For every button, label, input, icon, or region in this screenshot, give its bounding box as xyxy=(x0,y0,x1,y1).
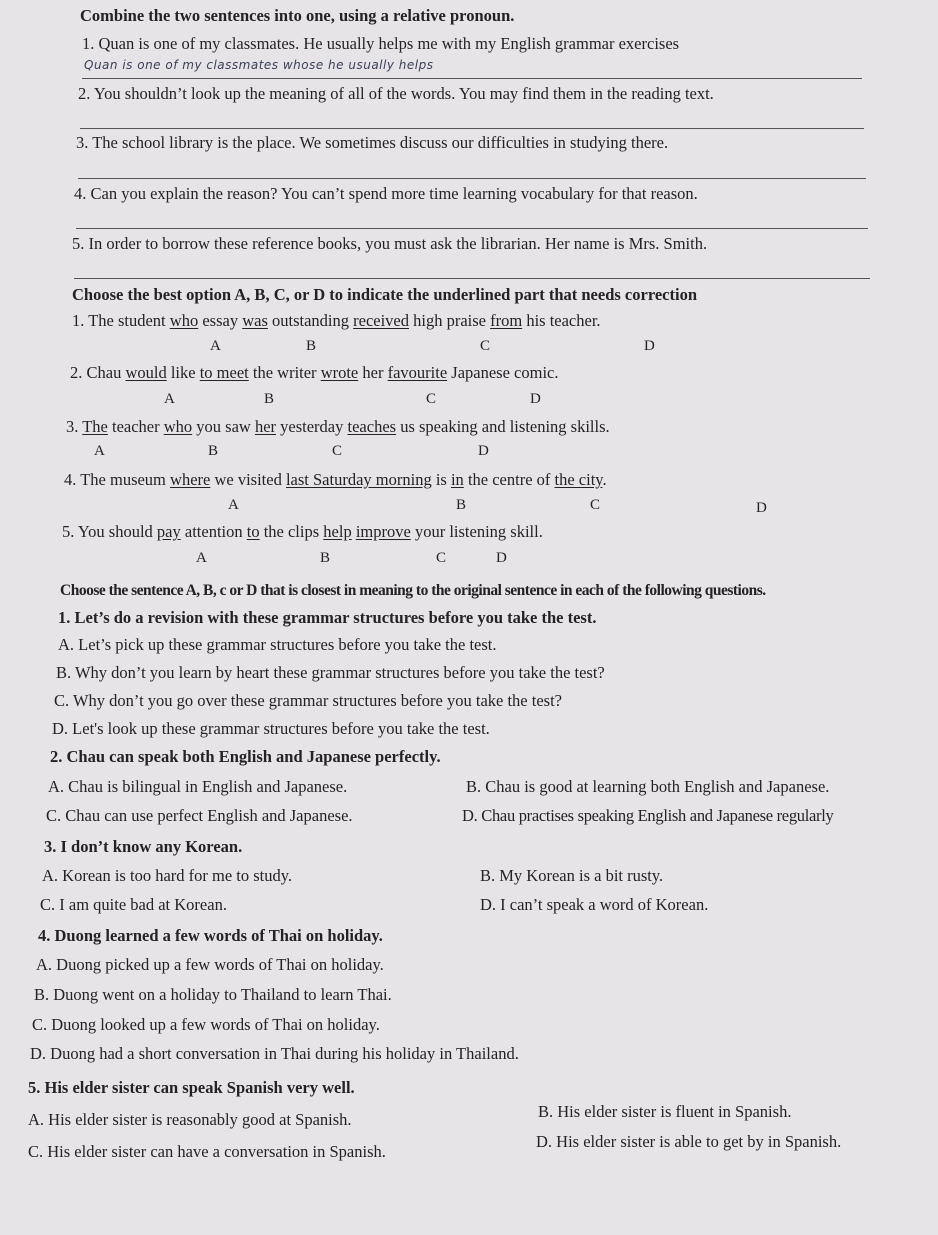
option-letter-b: B xyxy=(208,443,219,459)
meaning-option-4a[interactable]: A. Duong picked up a few words of Thai on holiday. xyxy=(36,955,384,974)
option-letter-a: A xyxy=(228,497,239,513)
meaning-question-2: 2. Chau can speak both English and Japanese perfectly. xyxy=(50,747,441,766)
option-letter-d: D xyxy=(644,338,655,354)
meaning-option-3a[interactable]: A. Korean is too hard for me to study. xyxy=(42,866,293,885)
meaning-title: Choose the sentence A, B, c or D that is closest in meaning to the original sentence in each of the following questions. xyxy=(60,582,766,599)
option-letter-c: C xyxy=(480,338,491,354)
rewrite-item-5: 5. In order to borrow these reference books, you must ask the librarian. Her name is Mrs. Smith. xyxy=(72,234,708,253)
answer-line-3[interactable] xyxy=(78,178,866,179)
option-letter-d: D xyxy=(496,550,507,566)
meaning-option-5d[interactable]: D. His elder sister is able to get by in Spanish. xyxy=(536,1132,842,1151)
meaning-option-3d[interactable]: D. I can’t speak a word of Korean. xyxy=(480,895,709,914)
option-letter-a: A xyxy=(210,338,221,354)
option-letter-d: D xyxy=(756,500,767,516)
answer-line-4[interactable] xyxy=(76,228,868,229)
correction-item-5: 5. You should pay attention to the clips help improve your listening skill. xyxy=(62,522,543,541)
option-letter-c: C xyxy=(332,443,343,459)
rewrite-item-4: 4. Can you explain the reason? You can’t spend more time learning vocabulary for that reason. xyxy=(74,184,698,203)
rewrite-title: Combine the two sentences into one, using a relative pronoun. xyxy=(80,6,515,25)
meaning-option-4b[interactable]: B. Duong went on a holiday to Thailand to learn Thai. xyxy=(34,985,392,1004)
meaning-option-5a[interactable]: A. His elder sister is reasonably good at Spanish. xyxy=(28,1110,352,1129)
answer-line-1[interactable] xyxy=(82,78,862,79)
option-letter-b: B xyxy=(320,550,331,566)
meaning-option-2c[interactable]: C. Chau can use perfect English and Japanese. xyxy=(46,806,353,825)
meaning-option-1a[interactable]: A. Let’s pick up these grammar structures before you take the test. xyxy=(58,635,497,654)
option-letter-c: C xyxy=(590,497,601,513)
option-letter-a: A xyxy=(164,391,175,407)
meaning-option-4c[interactable]: C. Duong looked up a few words of Thai on holiday. xyxy=(32,1015,380,1034)
meaning-option-3c[interactable]: C. I am quite bad at Korean. xyxy=(40,895,227,914)
option-letter-b: B xyxy=(456,497,467,513)
answer-line-5[interactable] xyxy=(74,278,870,279)
correction-item-3: 3. The teacher who you saw her yesterday teaches us speaking and listening skills. xyxy=(66,417,610,436)
meaning-question-5: 5. His elder sister can speak Spanish very well. xyxy=(28,1078,355,1097)
option-letter-a: A xyxy=(196,550,207,566)
correction-item-4: 4. The museum where we visited last Saturday morning is in the centre of the city. xyxy=(64,470,607,489)
correction-title: Choose the best option A, B, C, or D to indicate the underlined part that needs correction xyxy=(72,285,698,304)
handwritten-answer: Quan is one of my classmates whose he usually helps xyxy=(84,58,434,72)
rewrite-item-3: 3. The school library is the place. We sometimes discuss our difficulties in studying there. xyxy=(76,133,669,152)
meaning-option-5c[interactable]: C. His elder sister can have a conversation in Spanish. xyxy=(28,1142,386,1161)
meaning-option-2d[interactable]: D. Chau practises speaking English and Japanese regularly xyxy=(462,806,834,825)
meaning-question-1: 1. Let’s do a revision with these grammar structures before you take the test. xyxy=(58,608,597,627)
meaning-option-1c[interactable]: C. Why don’t you go over these grammar structures before you take the test? xyxy=(54,691,562,710)
meaning-option-1d[interactable]: D. Let's look up these grammar structures before you take the test. xyxy=(52,719,490,738)
meaning-option-1b[interactable]: B. Why don’t you learn by heart these grammar structures before you take the test? xyxy=(56,663,605,682)
meaning-option-2a[interactable]: A. Chau is bilingual in English and Japanese. xyxy=(48,777,348,796)
rewrite-item-2: 2. You shouldn’t look up the meaning of all of the words. You may find them in the reading text. xyxy=(78,84,714,103)
option-letter-d: D xyxy=(478,443,489,459)
option-letter-a: A xyxy=(94,443,105,459)
option-letter-c: C xyxy=(436,550,447,566)
meaning-option-3b[interactable]: B. My Korean is a bit rusty. xyxy=(480,866,664,885)
meaning-option-2b[interactable]: B. Chau is good at learning both English and Japanese. xyxy=(466,777,830,796)
meaning-question-4: 4. Duong learned a few words of Thai on holiday. xyxy=(38,926,383,945)
option-letter-b: B xyxy=(306,338,317,354)
option-letter-d: D xyxy=(530,391,541,407)
meaning-option-5b[interactable]: B. His elder sister is fluent in Spanish. xyxy=(538,1102,792,1121)
correction-item-2: 2. Chau would like to meet the writer wrote her favourite Japanese comic. xyxy=(70,363,559,382)
rewrite-item-1: 1. Quan is one of my classmates. He usually helps me with my English grammar exercises xyxy=(82,34,680,53)
meaning-question-3: 3. I don’t know any Korean. xyxy=(44,837,243,856)
correction-item-1: 1. The student who essay was outstanding received high praise from his teacher. xyxy=(72,311,601,330)
option-letter-c: C xyxy=(426,391,437,407)
option-letter-b: B xyxy=(264,391,275,407)
answer-line-2[interactable] xyxy=(80,128,864,129)
meaning-option-4d[interactable]: D. Duong had a short conversation in Thai during his holiday in Thailand. xyxy=(30,1044,519,1063)
